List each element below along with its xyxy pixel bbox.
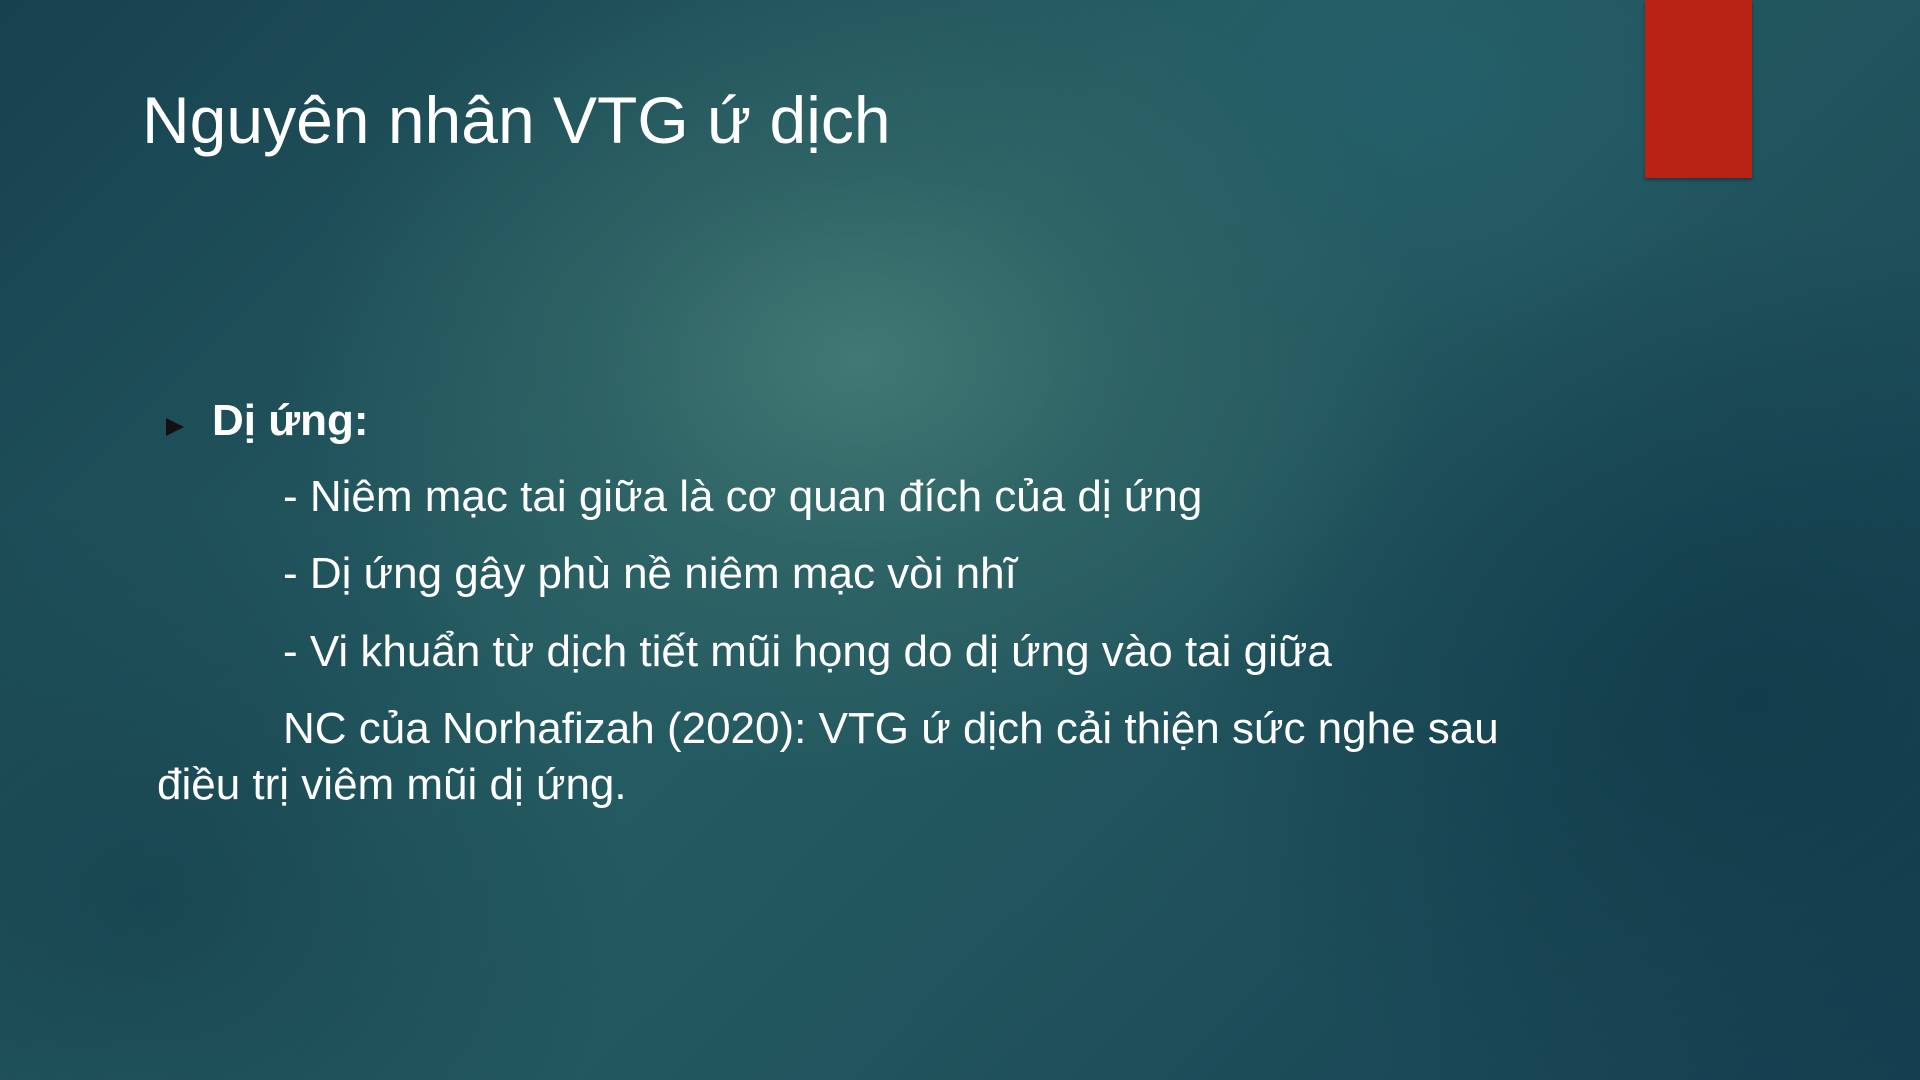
red-accent-tab: [1645, 0, 1752, 178]
slide-content: [157, 392, 1657, 809]
triangle-bullet-icon: [166, 418, 184, 436]
sub-item-3: - Vi khuẩn từ dịch tiết mũi họng do dị ứng vào tai giữa: [283, 627, 1332, 676]
study-note: [157, 701, 1637, 813]
bullet-row: [157, 392, 1657, 450]
sub-item-2: - Dị ứng gây phù nề niêm mạc vòi nhĩ: [283, 549, 1017, 598]
bullet-heading: Dị ứng:: [212, 396, 369, 445]
slide-title: Nguyên nhân VTG ứ dịch: [142, 83, 891, 157]
sub-item-1: - Niêm mạc tai giữa là cơ quan đích của dị ứng: [283, 472, 1203, 521]
study-note-line-1: NC của Norhafizah (2020): VTG ứ dịch cải thiện sức nghe sau: [283, 704, 1499, 753]
study-note-line-2: điều trị viêm mũi dị ứng.: [157, 760, 627, 809]
